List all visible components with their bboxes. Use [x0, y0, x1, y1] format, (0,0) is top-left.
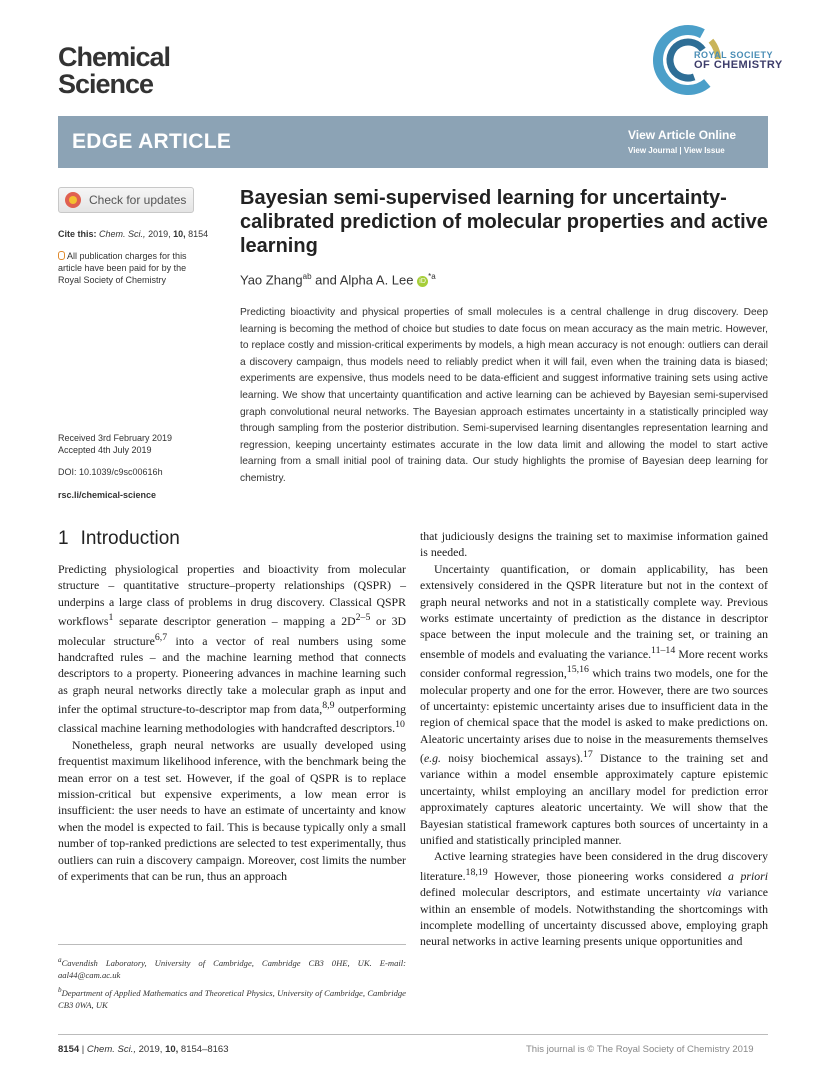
doi[interactable]: DOI: 10.1039/c9sc00616h	[58, 467, 163, 477]
paragraph: Uncertainty quantification, or domain applicability, has been extensively considered in the QSPR literature but not in the context of graph neural networks and not in a statistically complete way. Previous works estimate uncertainty of prediction as the distance in descriptor space between the input molecule and the training set, or training an ensemble of models and evaluating the variance.$^{11-14}$ More recent works consider conformal regression,$^{15,16}$ which trains two models, one for the molecular property and one for the error. However, there are two sources of uncertainty: epistemic uncertainty arises due to insufficient data in the region of chemical space that the model is asked to make predictions on. Aleatoric uncertainty arises due to noise in the measurements themselves (e.g. noisy biochemical assays).$^{17}$ Distance to the training set and variance within a model ensemble approximately capture epistemic uncertainty, whilst employing an ancillary model for prediction error approximately captures aleatoric uncertainty. We will show that the Bayesian statistical framework captures both sources of uncertainty in a unified and statistically principled manner.	[420, 561, 768, 848]
check-for-updates-button[interactable]: Check for updates	[58, 187, 194, 213]
orcid-icon[interactable]: iD	[417, 276, 428, 287]
view-journal-issue-links[interactable]: View Journal | View Issue	[628, 146, 725, 155]
section-heading: 1 Introduction	[58, 528, 180, 549]
open-access-icon	[58, 251, 65, 260]
abstract: Predicting bioactivity and physical properties of small molecules is a central challenge in drug discovery. Deep learning is becoming the method of choice but studies to date focus on mean accuracy as the main metric. However, to replace costly and mission-critical experiments by models, a high mean accuracy is not enough: outliers can derail a discovery campaign, thus models need to reliably predict when it will fail, even when the training data is biased; experiments are expensive, thus models need to be data-efficient and suggest informative training sets using active learning. We show that uncertainty quantification and active learning can be achieved by Bayesian semi-supervised graph convolutional neural networks. The Bayesian approach estimates uncertainty in a statistically principled way through sampling from the posterior distribution. Semi-supervised learning disentangles representation learning and regression, keeping uncertainty estimates accurate in the low data limit and allowing the model to start active learning from a small initial pool of training data. Our study highlights the promise of Bayesian deep learning for chemistry.	[240, 307, 768, 484]
footnote-affiliation-a: $^a$Cavendish Laboratory, University of Cambridge, Cambridge CB3 0HE, UK. E-mail: aal44@cam.ac.uk	[58, 956, 406, 980]
journal-url-link[interactable]: rsc.li/chemical-science	[58, 490, 157, 500]
paragraph: Predicting physiological properties and bioactivity from molecular structure – quantitative structure–property relationships (QSPR) – underpins a large class of problems in drug discovery. Classical QSPR workflows$^1$ separate descriptor generation – mapping a $2D^{2-5}$ or 3D molecular structure$^{6,7}$ into a vector of real numbers using some handcrafted rules – and the machine learning method that connects descriptors to a property. Pioneering advances in machine learning such as graph neural networks directly take a molecular graph as input and infer the optimal structure-to-descriptor map from data,$^{8,9}$ outperforming classical machine learning methodologies with handcrafted descriptors.$^{10}$	[58, 562, 407, 736]
journal-title: Chemical Science	[58, 42, 171, 99]
article-title: Bayesian semi-supervised learning for uncertainty-calibrated prediction of molecular properties and active learning	[240, 187, 768, 257]
footer-citation: 8154 | Chem. Sci., 2019, 10, 8154–8163	[58, 1044, 229, 1055]
crossmark-icon	[65, 192, 81, 208]
article-dates: Received 3rd February 2019 Accepted 4th July 2019	[58, 433, 173, 455]
paragraph: Nonetheless, graph neural networks are usually developed using frequentist maximum likelihood inference, with the benchmark being the mean error on a test set. However, if the goal of QSPR is to replace mission-critical but expensive experiments, a low mean error is insufficient: the user needs to have an estimate of uncertainty and know when the model is expected to fail. This is because typically only a small number of top-ranked predictions are selected to test experimentally, thus outliers can ruin a discovery campaign. Moreover, cost limits the number of experiments that can be run, thus an approach	[58, 737, 406, 883]
footnote-affiliation-b: $^b$Department of Applied Mathematics and Theoretical Physics, University of Cambridge, Cambridge CB3 0WA, UK	[58, 986, 406, 1010]
footer-copyright: This journal is © The Royal Society of Chemistry 2019	[526, 1044, 754, 1055]
view-article-online-link[interactable]: View Article Online	[628, 128, 737, 142]
authors: Yao Zhang$^{ab}$ and Alpha A. Lee $iD^{*a}$	[240, 272, 436, 288]
rsc-logo-text: ROYAL SOCIETY OF CHEMISTRY	[694, 50, 783, 71]
article-type-label: EDGE ARTICLE	[72, 130, 232, 153]
body-column-right	[420, 528, 768, 950]
open-access-note: All publication charges for this article have been paid for by the Royal Society of Chemistry	[58, 251, 187, 285]
footnote-divider	[58, 944, 406, 945]
body-column-left	[58, 561, 406, 884]
paragraph: Active learning strategies have been considered in the drug discovery literature.$^{18,19}$ However, those pioneering works considered a priori defined molecular descriptors, and estimate uncertainty via variance within an ensemble of models. Notwithstanding the shortcomings with incomplete modelling of uncertainty discussed above, employing graph neural networks in active learning presents unique opportunities and	[420, 849, 768, 949]
citation: Cite this: Chem. Sci., 2019, 10, 8154	[58, 229, 209, 239]
footer-divider	[58, 1034, 768, 1035]
paragraph: that judiciously designs the training set to maximise information gained is needed.	[420, 529, 768, 560]
